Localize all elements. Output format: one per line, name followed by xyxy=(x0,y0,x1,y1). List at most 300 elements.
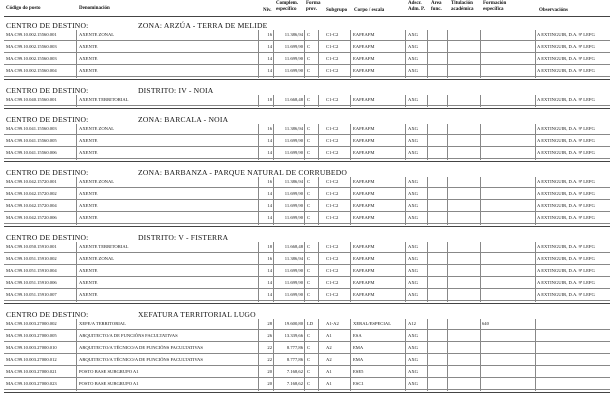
destino-section xyxy=(0,166,616,225)
column-rule xyxy=(350,189,351,201)
cell-subgrupo: C1-C2 xyxy=(326,292,339,297)
column-rule xyxy=(350,266,351,278)
section-divider xyxy=(4,303,610,304)
column-rule xyxy=(405,95,406,107)
column-rule xyxy=(405,242,406,254)
cell-denominacion: AXENTE xyxy=(79,203,98,208)
column-rule xyxy=(273,254,274,266)
cell-posto-code: MA.C99.10.041.15560.003 xyxy=(6,126,57,131)
column-rule xyxy=(304,136,305,148)
cell-denominacion: AXENTE xyxy=(79,215,98,220)
column-rule xyxy=(273,379,274,391)
column-rule xyxy=(427,136,428,148)
cell-complemento: 11.699,90 xyxy=(284,191,303,196)
centro-destino-label: CENTRO DE DESTINO: xyxy=(6,310,89,319)
column-rule xyxy=(76,367,77,379)
cell-posto-code: MA.C99.10.042.15720.006 xyxy=(6,215,57,220)
column-rule xyxy=(480,136,481,148)
cell-adscricion: AXG xyxy=(408,44,418,49)
column-rule xyxy=(258,290,259,302)
row-divider xyxy=(4,276,610,277)
cell-observacions: A EXTINGUIR, D.A. 9ª LEFG xyxy=(537,215,595,220)
cell-forma-prov: C xyxy=(307,191,311,196)
cell-forma-prov: C xyxy=(307,244,311,249)
centro-destino-label: CENTRO DE DESTINO: xyxy=(6,21,89,30)
table-row xyxy=(0,124,616,136)
column-rule xyxy=(273,367,274,379)
column-rule xyxy=(427,66,428,78)
section-title xyxy=(0,308,616,319)
column-rule xyxy=(76,379,77,391)
column-rule xyxy=(76,148,77,160)
cell-adscricion: AXG xyxy=(408,138,418,143)
column-rule xyxy=(447,66,448,78)
cell-observacions: A EXTINGUIR, D.A. 9ª LEFG xyxy=(537,179,595,184)
column-rule xyxy=(447,136,448,148)
column-rule xyxy=(480,367,481,379)
cell-adscricion: AXG xyxy=(408,357,418,362)
cell-corpo-escala: EAFEAFM xyxy=(353,150,375,155)
column-rule xyxy=(258,30,259,42)
cell-observacions: A EXTINGUIR, D.A. 9ª LEFG xyxy=(537,256,595,261)
column-rule xyxy=(304,124,305,136)
column-rule xyxy=(405,278,406,290)
column-rule xyxy=(350,177,351,189)
column-rule xyxy=(535,290,536,302)
column-rule xyxy=(76,124,77,136)
table-row xyxy=(0,367,616,379)
column-rule xyxy=(350,124,351,136)
cell-forma-prov: C xyxy=(307,150,311,155)
column-rule xyxy=(427,266,428,278)
table-row xyxy=(0,30,616,42)
column-rule xyxy=(273,66,274,78)
cell-observacions: A EXTINGUIR, D.A. 9ª LEFG xyxy=(537,68,595,73)
cell-subgrupo: C1-C2 xyxy=(326,126,339,131)
column-rule xyxy=(273,266,274,278)
table-row xyxy=(0,343,616,355)
centro-destino-label: CENTRO DE DESTINO: xyxy=(6,115,89,124)
cell-posto-code: MA.C99.10.003.27000.002 xyxy=(6,321,57,326)
column-rule xyxy=(273,343,274,355)
column-rule xyxy=(304,213,305,225)
column-rule xyxy=(405,177,406,189)
column-rule xyxy=(258,124,259,136)
cell-forma-prov: C xyxy=(307,333,311,338)
column-rule xyxy=(427,124,428,136)
destino-section xyxy=(0,19,616,78)
cell-complemento: 8.777,86 xyxy=(286,357,303,362)
column-rule xyxy=(76,136,77,148)
column-rule xyxy=(405,343,406,355)
column-rule xyxy=(304,266,305,278)
header-corpo: Corpo / escala xyxy=(354,8,385,13)
cell-adscricion: AXG xyxy=(408,381,418,386)
cell-denominacion: AXENTE xyxy=(79,268,98,273)
column-rule xyxy=(318,124,319,136)
cell-subgrupo: C1-C2 xyxy=(326,191,339,196)
cell-posto-code: MA.C99.10.003.27000.012 xyxy=(6,357,57,362)
cell-nivel: 16 xyxy=(267,179,272,184)
cell-forma-prov: C xyxy=(307,292,311,297)
section-title xyxy=(0,113,616,124)
cell-corpo-escala: ESC1 xyxy=(353,381,364,386)
table-row xyxy=(0,201,616,213)
cell-nivel: 16 xyxy=(267,126,272,131)
column-rule xyxy=(258,177,259,189)
column-rule xyxy=(350,42,351,54)
column-rule xyxy=(318,355,319,367)
cell-forma-prov: C xyxy=(307,203,311,208)
column-rule xyxy=(447,343,448,355)
column-rule xyxy=(447,201,448,213)
cell-posto-code: MA.C99.10.042.15720.004 xyxy=(6,203,57,208)
cell-nivel: 14 xyxy=(267,150,272,155)
column-rule xyxy=(535,136,536,148)
cell-denominacion: AXENTE xyxy=(79,138,98,143)
table-row xyxy=(0,42,616,54)
column-rule xyxy=(318,148,319,160)
column-rule xyxy=(480,201,481,213)
column-rule xyxy=(535,177,536,189)
column-rule xyxy=(350,254,351,266)
column-rule xyxy=(273,136,274,148)
column-rule xyxy=(447,177,448,189)
column-rule xyxy=(480,331,481,343)
cell-subgrupo: C1-C2 xyxy=(326,179,339,184)
column-rule xyxy=(405,148,406,160)
destino-section xyxy=(0,231,616,302)
cell-denominacion: AXENTE ZONAL xyxy=(79,256,115,261)
column-rule xyxy=(318,189,319,201)
cell-subgrupo: C1-C2 xyxy=(326,97,339,102)
column-rule xyxy=(447,266,448,278)
column-rule xyxy=(427,367,428,379)
table-header xyxy=(0,0,616,17)
cell-adscricion: AXG xyxy=(408,244,418,249)
column-rule xyxy=(427,201,428,213)
cell-corpo-escala: EMA xyxy=(353,345,364,350)
column-rule xyxy=(76,30,77,42)
cell-observacions: A EXTINGUIR, D.A. 9ª LEFG xyxy=(537,244,595,249)
cell-complemento: 13.339,66 xyxy=(284,333,303,338)
cell-denominacion: AXENTE TERRITORIAL xyxy=(79,97,129,102)
column-rule xyxy=(304,177,305,189)
column-rule xyxy=(258,148,259,160)
section-title xyxy=(0,84,616,95)
column-rule xyxy=(480,66,481,78)
cell-denominacion: AXENTE xyxy=(79,191,98,196)
cell-posto-code: MA.C99.10.042.15720.001 xyxy=(6,179,57,184)
cell-nivel: 14 xyxy=(267,56,272,61)
column-rule xyxy=(273,331,274,343)
table-row xyxy=(0,266,616,278)
cell-denominacion: ARQUITECTO/A TÉCNICO/A DE FUNCIÓNS FACULTATIVAS xyxy=(79,357,203,362)
column-rule xyxy=(480,343,481,355)
cell-adscricion: A12 xyxy=(408,321,416,326)
column-rule xyxy=(535,124,536,136)
cell-observacions: A EXTINGUIR, D.A. 9ª LEFG xyxy=(537,292,595,297)
column-rule xyxy=(304,30,305,42)
section-rows xyxy=(0,242,616,302)
column-rule xyxy=(427,319,428,331)
column-rule xyxy=(273,278,274,290)
row-divider xyxy=(4,211,610,212)
table-row xyxy=(0,95,616,107)
cell-corpo-escala: EAFEAFM xyxy=(353,256,375,261)
cell-complemento: 11.699,90 xyxy=(284,203,303,208)
column-rule xyxy=(447,213,448,225)
section-title xyxy=(0,166,616,177)
section-rows xyxy=(0,124,616,160)
column-rule xyxy=(258,254,259,266)
section-divider xyxy=(4,108,610,109)
cell-nivel: 16 xyxy=(267,32,272,37)
cell-complemento: 11.668,48 xyxy=(284,244,303,249)
cell-adscricion: AXG xyxy=(408,32,418,37)
column-rule xyxy=(480,266,481,278)
cell-nivel: 28 xyxy=(267,321,272,326)
column-rule xyxy=(480,290,481,302)
column-rule xyxy=(76,189,77,201)
cell-posto-code: MA.C99.10.002.15560.004 xyxy=(6,68,57,73)
column-rule xyxy=(480,42,481,54)
cell-nivel: 14 xyxy=(267,203,272,208)
column-rule xyxy=(427,343,428,355)
cell-complemento: 11.699,90 xyxy=(284,44,303,49)
column-rule xyxy=(318,278,319,290)
row-divider xyxy=(4,158,610,159)
cell-posto-code: MA.C99.10.002.15560.003 xyxy=(6,56,57,61)
cell-subgrupo: C1-C2 xyxy=(326,268,339,273)
cell-corpo-escala: EAFEAFM xyxy=(353,126,375,131)
column-rule xyxy=(427,379,428,391)
column-rule xyxy=(273,124,274,136)
column-rule xyxy=(304,54,305,66)
cell-corpo-escala: EAFEAFM xyxy=(353,280,375,285)
column-rule xyxy=(480,254,481,266)
cell-observacions: A EXTINGUIR, D.A. 9ª LEFG xyxy=(537,191,595,196)
column-rule xyxy=(273,148,274,160)
column-rule xyxy=(76,177,77,189)
cell-complemento: 11.699,90 xyxy=(284,215,303,220)
column-rule xyxy=(447,124,448,136)
column-rule xyxy=(447,254,448,266)
cell-denominacion: AXENTE xyxy=(79,68,98,73)
header-divider xyxy=(4,16,610,17)
column-rule xyxy=(405,66,406,78)
section-rows xyxy=(0,319,616,391)
column-rule xyxy=(350,136,351,148)
column-rule xyxy=(304,367,305,379)
column-rule xyxy=(318,343,319,355)
cell-adscricion: AXG xyxy=(408,345,418,350)
cell-nivel: 22 xyxy=(267,357,272,362)
table-row xyxy=(0,177,616,189)
column-rule xyxy=(350,213,351,225)
cell-observacions: A EXTINGUIR, D.A. 9ª LEFG xyxy=(537,56,595,61)
column-rule xyxy=(427,254,428,266)
column-rule xyxy=(535,367,536,379)
column-rule xyxy=(405,136,406,148)
column-rule xyxy=(535,148,536,160)
column-rule xyxy=(350,379,351,391)
cell-adscricion: AXG xyxy=(408,56,418,61)
cell-corpo-escala: EAFEAFM xyxy=(353,68,375,73)
table-row xyxy=(0,290,616,302)
column-rule xyxy=(350,242,351,254)
column-rule xyxy=(318,95,319,107)
cell-posto-code: MA.C99.10.003.27000.021 xyxy=(6,369,57,374)
column-rule xyxy=(258,319,259,331)
column-rule xyxy=(304,66,305,78)
cell-nivel: 14 xyxy=(267,191,272,196)
cell-corpo-escala: EAFEAFM xyxy=(353,203,375,208)
column-rule xyxy=(258,95,259,107)
column-rule xyxy=(304,319,305,331)
cell-adscricion: AXG xyxy=(408,280,418,285)
cell-posto-code: MA.C99.10.003.27000.023 xyxy=(6,381,57,386)
column-rule xyxy=(273,177,274,189)
cell-nivel: 16 xyxy=(267,256,272,261)
cell-adscricion: AXG xyxy=(408,333,418,338)
cell-nivel: 14 xyxy=(267,138,272,143)
column-rule xyxy=(480,124,481,136)
cell-posto-code: MA.C99.10.002.15560.001 xyxy=(6,32,57,37)
row-divider xyxy=(4,341,610,342)
cell-observacions: A EXTINGUIR, D.A. 9ª LEFG xyxy=(537,32,595,37)
column-rule xyxy=(405,213,406,225)
column-rule xyxy=(318,367,319,379)
cell-observacions: A EXTINGUIR, D.A. 9ª LEFG xyxy=(537,97,595,102)
cell-nivel: 20 xyxy=(267,381,272,386)
column-rule xyxy=(258,355,259,367)
column-rule xyxy=(405,54,406,66)
cell-forma-prov: C xyxy=(307,280,311,285)
row-divider xyxy=(4,134,610,135)
column-rule xyxy=(480,189,481,201)
column-rule xyxy=(273,213,274,225)
cell-nivel: 14 xyxy=(267,280,272,285)
column-rule xyxy=(447,242,448,254)
cell-forma-prov: C xyxy=(307,215,311,220)
column-rule xyxy=(273,189,274,201)
column-rule xyxy=(273,95,274,107)
column-rule xyxy=(447,319,448,331)
column-rule xyxy=(318,379,319,391)
cell-denominacion: AXENTE ZONAL xyxy=(79,179,115,184)
header-formacion: Formación específica xyxy=(483,1,507,12)
cell-nivel: 14 xyxy=(267,68,272,73)
section-divider xyxy=(4,161,610,162)
cell-corpo-escala: EAFEAFM xyxy=(353,215,375,220)
column-rule xyxy=(535,54,536,66)
cell-complemento: 11.699,90 xyxy=(284,56,303,61)
column-rule xyxy=(273,290,274,302)
column-rule xyxy=(350,355,351,367)
cell-subgrupo: C1-C2 xyxy=(326,68,339,73)
column-rule xyxy=(427,290,428,302)
column-rule xyxy=(76,242,77,254)
column-rule xyxy=(427,331,428,343)
column-rule xyxy=(318,201,319,213)
cell-observacions: A EXTINGUIR, D.A. 9ª LEFG xyxy=(537,203,595,208)
column-rule xyxy=(427,95,428,107)
column-rule xyxy=(350,290,351,302)
cell-denominacion: AXENTE ZONAL xyxy=(79,32,115,37)
header-area: Área func. xyxy=(431,1,442,12)
cell-denominacion: ARQUITECTO/A DE FUNCIÓNS FACULTATIVAS xyxy=(79,333,178,338)
column-rule xyxy=(318,177,319,189)
column-rule xyxy=(427,30,428,42)
column-rule xyxy=(318,42,319,54)
column-rule xyxy=(447,148,448,160)
cell-formacion: 640 xyxy=(482,321,489,326)
column-rule xyxy=(405,290,406,302)
cell-forma-prov: C xyxy=(307,32,311,37)
column-rule xyxy=(535,201,536,213)
row-divider xyxy=(4,146,610,147)
column-rule xyxy=(350,54,351,66)
cell-subgrupo: C1-C2 xyxy=(326,256,339,261)
cell-complemento: 11.699,90 xyxy=(284,150,303,155)
cell-nivel: 14 xyxy=(267,292,272,297)
cell-complemento: 7.168,62 xyxy=(286,381,303,386)
column-rule xyxy=(447,379,448,391)
column-rule xyxy=(76,319,77,331)
row-divider xyxy=(4,52,610,53)
centro-destino-label: CENTRO DE DESTINO: xyxy=(6,233,89,242)
column-rule xyxy=(535,30,536,42)
column-rule xyxy=(258,42,259,54)
column-rule xyxy=(318,136,319,148)
row-divider xyxy=(4,187,610,188)
centro-destino-name: XEFATURA TERRITORIAL LUGO xyxy=(138,310,256,319)
cell-corpo-escala: EAFEAFM xyxy=(353,292,375,297)
table-row xyxy=(0,54,616,66)
cell-posto-code: MA.C99.10.041.15560.005 xyxy=(6,138,57,143)
column-rule xyxy=(318,242,319,254)
destino-section xyxy=(0,113,616,160)
section-divider xyxy=(4,79,610,80)
cell-complemento: 7.168,62 xyxy=(286,369,303,374)
column-rule xyxy=(447,367,448,379)
cell-subgrupo: A1 xyxy=(326,381,332,386)
cell-denominacion: POSTO BASE SUBGRUPO A1 xyxy=(79,369,139,374)
column-rule xyxy=(405,355,406,367)
column-rule xyxy=(304,189,305,201)
row-divider xyxy=(4,288,610,289)
column-rule xyxy=(258,367,259,379)
column-rule xyxy=(535,213,536,225)
column-rule xyxy=(405,189,406,201)
column-rule xyxy=(535,278,536,290)
section-title xyxy=(0,19,616,30)
column-rule xyxy=(76,278,77,290)
cell-adscricion: AXG xyxy=(408,369,418,374)
column-rule xyxy=(350,66,351,78)
cell-adscricion: AXG xyxy=(408,256,418,261)
column-rule xyxy=(258,242,259,254)
row-divider xyxy=(4,199,610,200)
column-rule xyxy=(427,54,428,66)
column-rule xyxy=(318,319,319,331)
cell-subgrupo: A1 xyxy=(326,333,332,338)
column-rule xyxy=(405,379,406,391)
header-forma: Forma prov. xyxy=(306,1,321,12)
column-rule xyxy=(258,266,259,278)
column-rule xyxy=(76,343,77,355)
